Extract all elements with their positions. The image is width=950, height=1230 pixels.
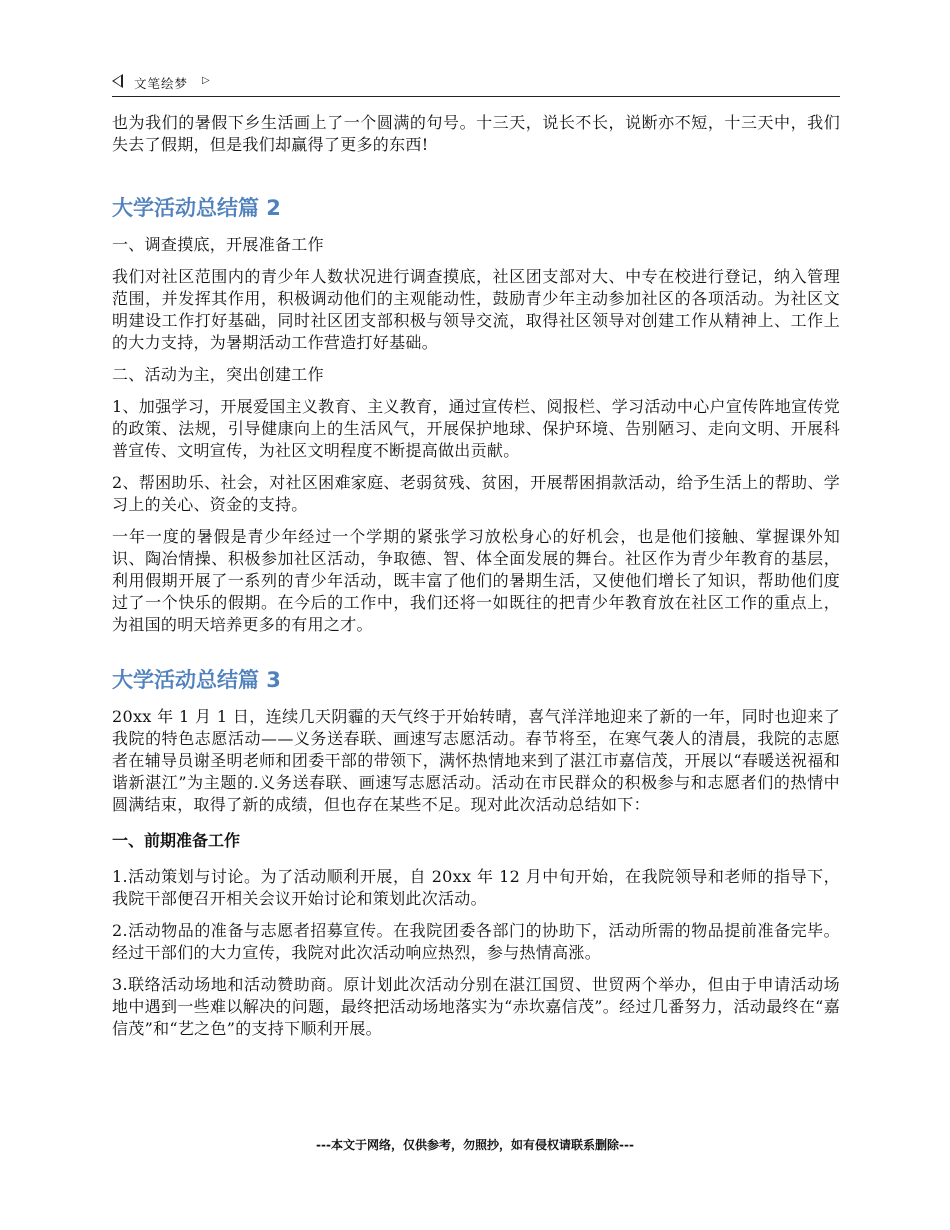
section-3-item-3: 3.联络活动场地和活动赞助商。原计划此次活动分别在湛江国贸、世贸两个举办，但由于申请活动场地中遇到一些难以解决的问题，最终把活动场地落实为“赤坎嘉信茂”。经过几番努力，活动最终在“嘉信茂”和“艺之色”的支持下顺利开展。 [112, 975, 840, 1038]
page-header [112, 72, 840, 97]
section-2-step-2: 二、活动为主，突出创建工作 [112, 365, 324, 384]
section-3-title: 大学活动总结篇 3 [112, 668, 281, 692]
section-3-subheading: 一、前期准备工作 [112, 831, 241, 850]
triangle-right-icon: ▷ [202, 75, 210, 86]
section-2-item-2: 2、帮困助乐、社会，对社区困难家庭、老弱贫残、贫困，开展帮困捐款活动，给予生活上的帮助、学习上的关心、资金的支持。 [112, 473, 840, 514]
header-brand: 文笔绘梦 [134, 76, 189, 91]
intro-paragraph: 也为我们的暑假下乡生活画上了一个圆满的句号。十三天，说长不长，说断亦不短，十三天中，我们失去了假期，但是我们却赢得了更多的东西! [112, 113, 840, 154]
triangle-left-icon [112, 74, 123, 88]
section-2-item-1: 1、加强学习，开展爱国主义教育、主义教育，通过宣传栏、阅报栏、学习活动中心户宣传阵地宣传党的政策、法规，引导健康向上的生活风气，开展保护地球、保护环境、告别陋习、走向文明、开展科普宣传、文明宣传，为社区文明程度不断提高做出贡献。 [112, 397, 840, 460]
footer-notice: ---本文于网络，仅供参考，勿照抄，如有侵权请联系删除--- [316, 1138, 634, 1152]
section-2-paragraph-2: 一年一度的暑假是青少年经过一个学期的紧张学习放松身心的好机会，也是他们接触、掌握课外知识、陶冶情操、积极参加社区活动，争取德、智、体全面发展的舞台。社区作为青少年教育的基层，利用假期开展了一系列的青少年活动，既丰富了他们的暑期生活，又使他们增长了知识，帮助他们度过了一个快乐的假期。在今后的工作中，我们还将一如既往的把青少年教育放在社区工作的重点上，为祖国的明天培养更多的有用之才。 [112, 527, 840, 634]
section-3-paragraph-1: 20xx 年 1 月 1 日，连续几天阴霾的天气终于开始转晴，喜气洋洋地迎来了新的一年，同时也迎来了我院的特色志愿活动——义务送春联、画速写志愿活动。春节将至，在寒气袭人的清晨，我院的志愿者在辅导员谢圣明老师和团委干部的带领下，满怀热情地来到了湛江市嘉信茂，开展以“春暖送祝福和谐新湛江”为主题的.义务送春联、画速写志愿活动。活动在市民群众的积极参与和志愿者们的热情中圆满结束，取得了新的成绩，但也存在某些不足。现对此次活动总结如下： [112, 707, 840, 814]
section-3-item-2: 2.活动物品的准备与志愿者招募宣传。在我院团委各部门的协助下，活动所需的物品提前准备完毕。经过干部们的大力宣传，我院对此次活动响应热烈，参与热情高涨。 [112, 921, 840, 962]
section-2-paragraph-1: 我们对社区范围内的青少年人数状况进行调查摸底，社区团支部对大、中专在校进行登记，纳入管理范围，并发挥其作用，积极调动他们的主观能动性，鼓励青少年主动参加社区的各项活动。为社区文明建设工作打好基础，同时社区团支部积极与领导交流，取得社区领导对创建工作从精神上、工作上的大力支持，为暑期活动工作营造打好基础。 [112, 267, 840, 352]
section-3-item-1: 1.活动策划与讨论。为了活动顺利开展，自 20xx 年 12 月中旬开始，在我院领导和老师的指导下，我院干部便召开相关会议开始讨论和策划此次活动。 [112, 867, 840, 908]
document-body [112, 112, 840, 1040]
section-2-title: 大学活动总结篇 2 [112, 196, 281, 220]
section-2-step-1: 一、调查摸底，开展准备工作 [112, 235, 324, 254]
